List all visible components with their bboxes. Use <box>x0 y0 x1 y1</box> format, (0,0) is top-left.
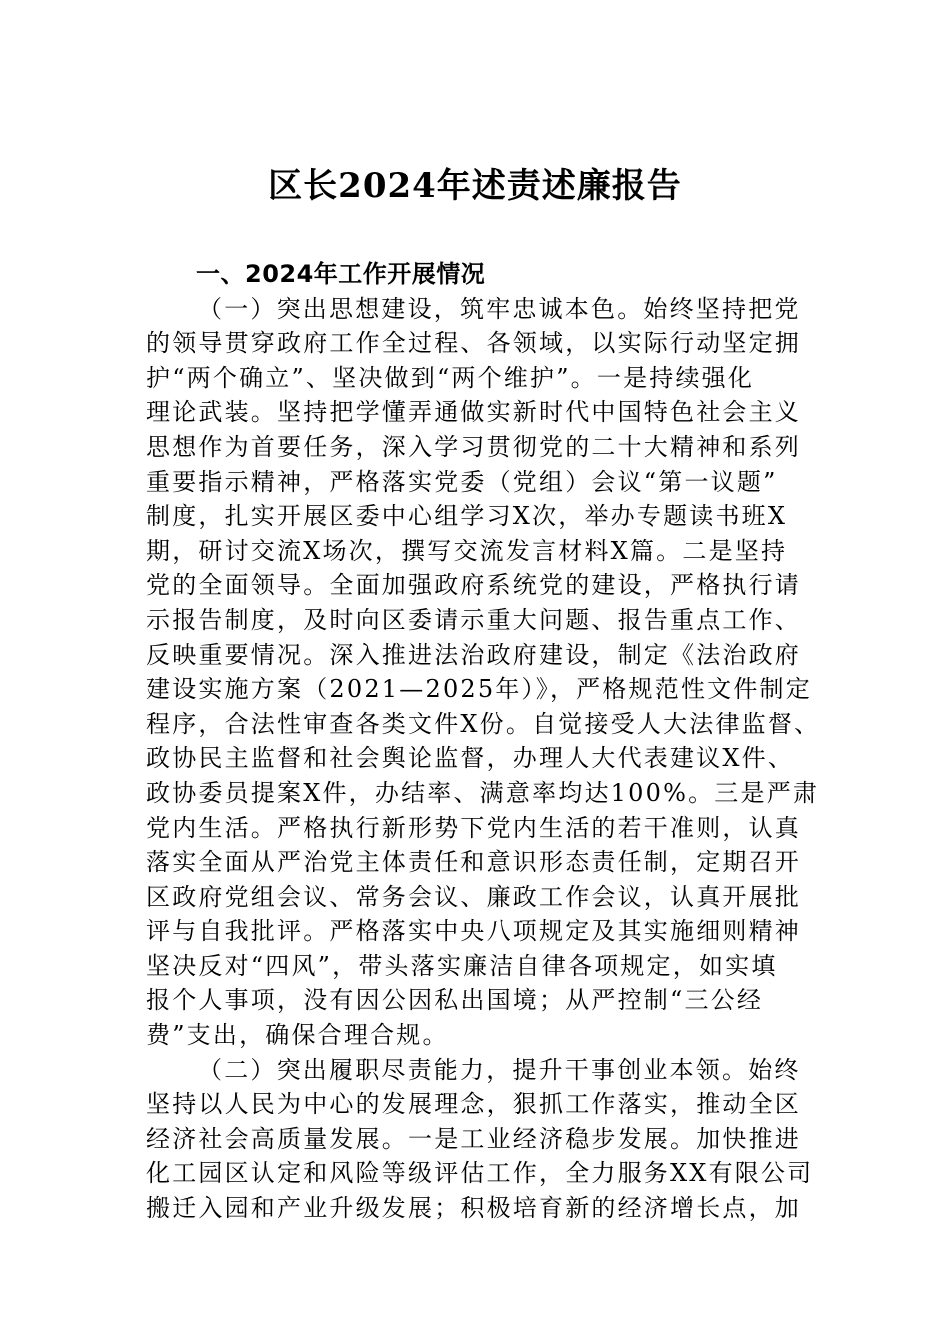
body-line: 期，研讨交流X场次，撰写交流发言材料X篇。二是坚持 <box>146 536 788 565</box>
body-line: 落实全面从严治党主体责任和意识形态责任制，定期召开 <box>146 848 801 877</box>
body-line: 评与自我批评。严格落实中央八项规定及其实施细则精神 <box>146 917 801 946</box>
body-line: 政协委员提案X件，办结率、满意率均达100%。三是严肃 <box>146 778 820 807</box>
body-line: 重要指示精神，严格落实党委（党组）会议“第一议题” <box>146 467 778 496</box>
body-line: 建设实施方案（2021—2025年）》，严格规范性文件制定 <box>146 675 812 704</box>
document-body <box>146 257 821 1226</box>
body-line: 反映重要情况。深入推进法治政府建设，制定《法治政府 <box>146 640 801 669</box>
body-line: 政协民主监督和社会舆论监督，办理人大代表建议X件、 <box>146 744 795 773</box>
body-line: 化工园区认定和风险等级评估工作，全力服务XX有限公司 <box>146 1159 814 1188</box>
body-line: 示报告制度，及时向区委请示重大问题、报告重点工作、 <box>146 605 801 634</box>
body-line: 坚持以人民为中心的发展理念，狠抓工作落实，推动全区 <box>146 1090 801 1119</box>
document-title: 区长2024年述责述廉报告 <box>268 166 682 206</box>
body-line: 经济社会高质量发展。一是工业经济稳步发展。加快推进 <box>146 1124 801 1153</box>
body-line: 思想作为首要任务，深入学习贯彻党的二十大精神和系列 <box>146 432 801 461</box>
body-line: （一）突出思想建设，筑牢忠诚本色。始终坚持把党 <box>198 294 801 323</box>
body-line: 的领导贯穿政府工作全过程、各领域，以实际行动坚定拥 <box>146 329 801 358</box>
body-line: 费”支出，确保合理合规。 <box>146 1021 449 1050</box>
body-line: 理论武装。坚持把学懂弄通做实新时代中国特色社会主义 <box>146 398 801 427</box>
body-line: 护“两个确立”、坚决做到“两个维护”。一是持续强化 <box>146 363 755 392</box>
body-line: 程序，合法性审查各类文件X份。自觉接受人大法律监督、 <box>146 709 821 738</box>
body-line: 坚决反对“四风”，带头落实廉洁自律各项规定，如实填 <box>146 951 778 980</box>
section-heading: 一、2024年工作开展情况 <box>196 260 486 288</box>
body-line: 制度，扎实开展区委中心组学习X次，举办专题读书班X <box>146 502 788 531</box>
body-line: 党内生活。严格执行新形势下党内生活的若干准则，认真 <box>146 813 801 842</box>
body-line: 报个人事项，没有因公因私出国境；从严控制“三公经 <box>146 986 764 1015</box>
body-line: （二）突出履职尽责能力，提升干事创业本领。始终 <box>198 1055 801 1084</box>
body-line: 区政府党组会议、常务会议、廉政工作会议，认真开展批 <box>146 882 801 911</box>
body-line: 党的全面领导。全面加强政府系统党的建设，严格执行请 <box>146 571 801 600</box>
body-line: 搬迁入园和产业升级发展；积极培育新的经济增长点，加 <box>146 1194 801 1223</box>
